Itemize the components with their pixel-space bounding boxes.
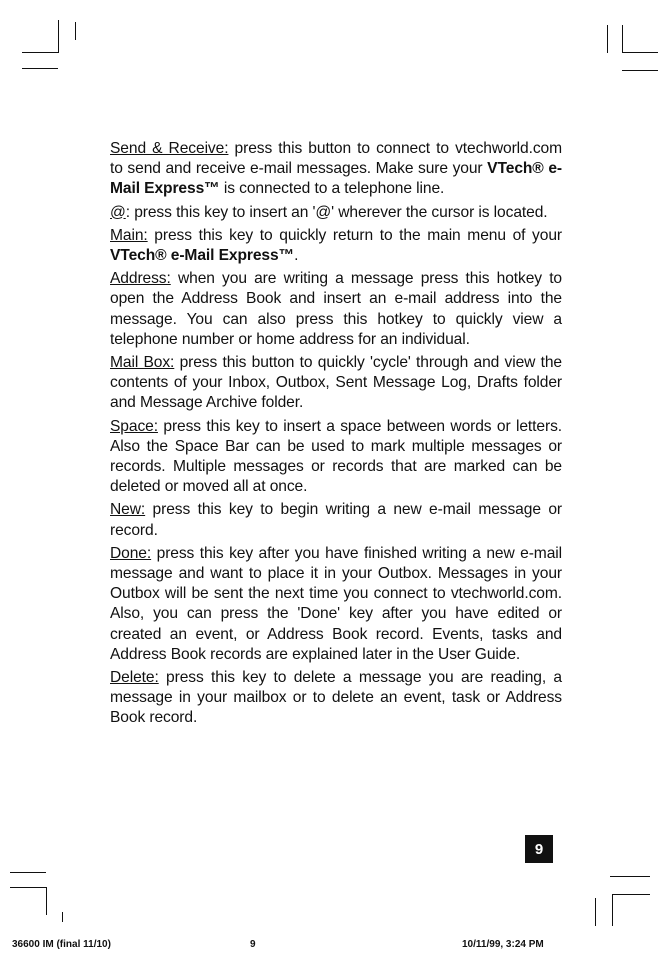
term-label: Delete: <box>110 669 159 687</box>
crop-mark <box>612 894 613 926</box>
entry-new <box>110 500 562 540</box>
entry-main <box>110 226 562 266</box>
crop-mark <box>62 912 63 922</box>
crop-mark <box>612 894 650 895</box>
crop-mark <box>622 70 658 71</box>
entry-address <box>110 269 562 350</box>
crop-mark <box>58 20 59 53</box>
entry-at <box>110 203 562 223</box>
crop-mark <box>10 872 46 873</box>
footer-timestamp: 10/11/99, 3:24 PM <box>462 939 544 950</box>
term-label: Done: <box>110 544 152 562</box>
entry-text: press this key after you have finished writing a new e-mail message and want to place it in your Outbox. Messages in your Outbox will be sent the next time you connect to vtechworld.com. Also, you can press the 'Done' key after you have edited or created an event, or Address Book record. Events, tasks and Address Book records are explained later in the User Guide. <box>110 544 562 663</box>
crop-mark <box>10 887 46 888</box>
entry-text: . <box>294 247 299 265</box>
entry-done <box>110 544 562 665</box>
key-descriptions <box>110 139 562 732</box>
entry-space <box>110 417 562 498</box>
entry-delete <box>110 668 562 729</box>
entry-text: press this button to quickly 'cycle' through and view the contents of your Inbox, Outbox, Sent Message Log, Drafts folder and Message Archive folder. <box>110 354 562 412</box>
term-label: Main: <box>110 226 148 244</box>
product-name: VTech® e-Mail Express™ <box>110 160 562 198</box>
crop-mark <box>610 876 650 877</box>
term-label: Address: <box>110 270 171 288</box>
crop-mark <box>75 22 76 40</box>
entry-mail-box <box>110 353 562 414</box>
entry-text: press this key to quickly return to the main menu of your <box>147 226 562 244</box>
term-label: Space: <box>110 417 158 435</box>
entry-text: when you are writing a message press this hotkey to open the Address Book and insert an e-mail address into the message. You can also press this hotkey to quickly view a telephone number or home address for an individual. <box>110 270 562 348</box>
page-number-badge: 9 <box>525 835 553 863</box>
crop-mark <box>46 887 47 915</box>
crop-mark <box>595 898 596 926</box>
crop-mark <box>607 25 608 53</box>
entry-text: press this key to begin writing a new e-mail message or record. <box>110 501 562 539</box>
footer-file-label: 36600 IM (final 11/10) <box>12 939 111 950</box>
term-label: Mail Box: <box>110 354 175 372</box>
term-label: @ <box>110 203 126 221</box>
term-label: Send & Receive: <box>110 140 229 157</box>
entry-text: press this key to delete a message you are reading, a message in your mailbox or to delete an event, task or Address Book record. <box>110 669 562 727</box>
footer-page: 9 <box>250 939 256 950</box>
entry-send-receive <box>110 139 562 200</box>
entry-text: press this key to insert a space between words or letters. Also the Space Bar can be used to mark multiple messages or records. Multiple messages or records that are marked can be deleted or moved all at once. <box>110 417 562 496</box>
term-label: New: <box>110 501 146 519</box>
crop-mark <box>22 68 58 69</box>
entry-text: press this button to connect to vtechworld.com to send and receive e-mail messages. Make sure your <box>110 140 562 178</box>
crop-mark <box>622 52 658 53</box>
crop-mark <box>22 52 58 53</box>
entry-text: : press this key to insert an '@' wherever the cursor is located. <box>125 203 548 221</box>
crop-mark <box>622 25 623 53</box>
product-name: VTech® e-Mail Express™ <box>110 247 295 265</box>
entry-text: is connected to a telephone line. <box>219 180 445 198</box>
